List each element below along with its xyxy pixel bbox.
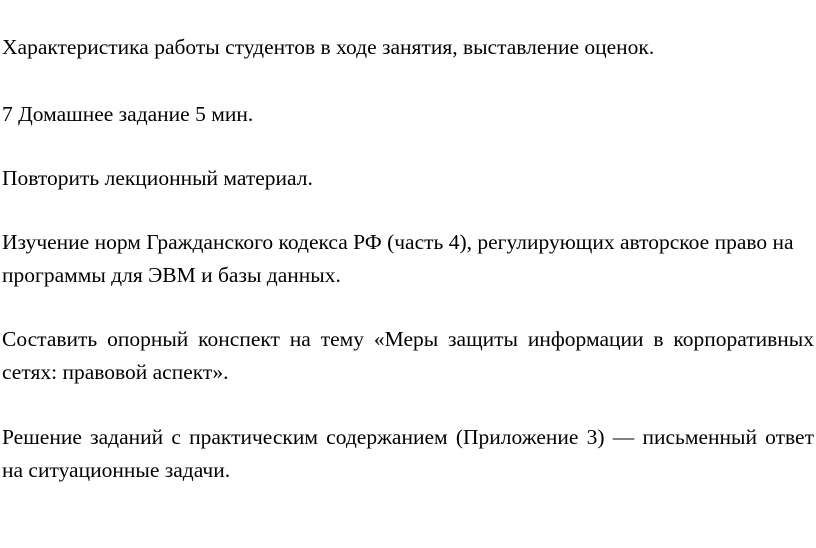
paragraph-homework-heading: 7 Домашнее задание 5 мин. [2, 102, 254, 126]
paragraph-practical-tasks: Решение заданий с практическим содержанием (Приложение 3) — письменный ответ на ситуационные задачи. [2, 425, 814, 482]
paragraph-civil-code-study: Изучение норм Гражданского кодекса РФ (часть 4), регулирующих авторское право на программы для ЭВМ и базы данных. [2, 230, 794, 287]
paragraph-grading-summary: Характеристика работы студентов в ходе занятия, выставление оценок. [2, 35, 655, 59]
paragraph-outline-task: Составить опорный конспект на тему «Меры защиты информации в корпоративных сетях: правовой аспект». [2, 327, 814, 384]
paragraph-review-lecture: Повторить лекционный материал. [2, 166, 313, 190]
